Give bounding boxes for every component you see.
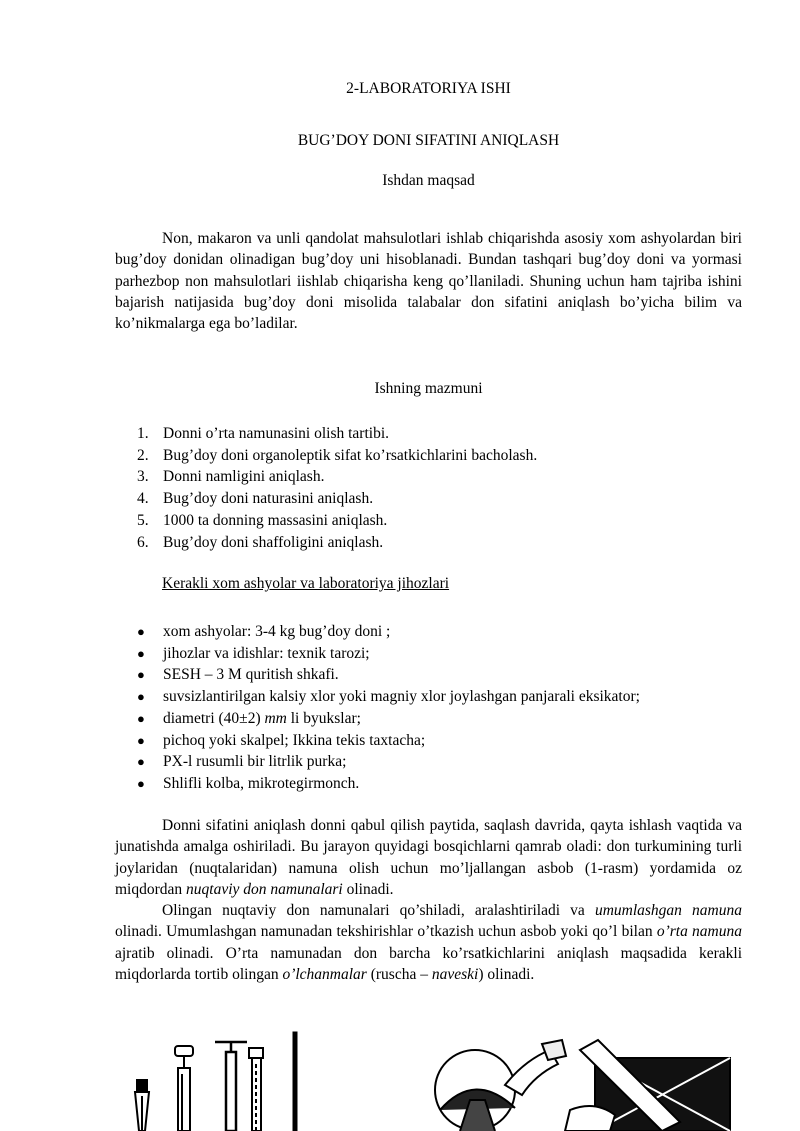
probe-1: [135, 1080, 149, 1131]
paragraph-text: ajratib olinadi. O’rta namunadan don barcha ko’rsatkichlarini aniqlash maqsadida kerakli miqdorlarda tortib olingan: [115, 944, 742, 984]
bullet-icon: ●: [137, 689, 145, 705]
list-item: [115, 708, 755, 730]
list-item-text: Bug’doy doni organoleptik sifat ko’rsatkichlarini bacholash.: [163, 446, 538, 464]
lab-number-heading: 2-LABORATORIYA ISHI: [346, 80, 511, 97]
probe-2: [175, 1046, 193, 1131]
sampling-probes-illustration: [125, 1030, 325, 1131]
list-item-text: jihozlar va idishlar: texnik tarozi;: [163, 644, 370, 662]
list-item: [115, 751, 755, 773]
list-item: [115, 773, 755, 795]
list-item: [115, 488, 742, 510]
list-item-text: Donni o’rta namunasini olish tartibi.: [163, 425, 390, 442]
bullet-icon: ●: [137, 645, 145, 661]
list-item-text: pichoq yoki skalpel; Ikkina tekis taxtacha;: [163, 731, 426, 749]
list-number: 6.: [137, 533, 149, 551]
list-item-text: SESH – 3 M quritish shkafi.: [163, 666, 339, 684]
list-item: [115, 664, 755, 686]
list-item-text: diametri (40±2): [163, 709, 265, 727]
aim-paragraph: [115, 228, 742, 334]
list-item-text: suvsizlantirilgan kalsiy xlor yoki magniy xlor joylashgan panjarali eksikator;: [163, 688, 640, 706]
list-item: [115, 510, 742, 532]
emphasis-text: umumlashgan namuna: [594, 902, 742, 920]
list-item: [115, 686, 755, 708]
list-number: 1.: [137, 425, 149, 442]
procedure-paragraphs: [115, 815, 742, 985]
emphasis-text: naveski: [431, 966, 479, 984]
list-item-text: 1000 ta donning massasini aniqlash.: [163, 511, 388, 529]
paragraph-text: Donni sifatini aniqlash donni qabul qilish paytida, saqlash davrida, qayta ishlash vaqtida va junatishda amalga oshiriladi. Bu jarayon quyidagi bosqichlarni qamrab oladi: don turkumining turli joylaridan (nuqtalaridan) namuna olish uchun mo’ljallangan asbob (1-rasm) yordamida oz miqdordan: [115, 817, 742, 898]
emphasis-text: o’lchanmalar: [282, 966, 367, 984]
list-item-text: Shlifli kolba, mikrotegirmonch.: [163, 774, 360, 792]
bullet-icon: ●: [137, 754, 145, 770]
list-item: [115, 466, 742, 488]
content-heading: Ishning mazmuni: [374, 380, 483, 397]
list-number: 4.: [137, 490, 149, 508]
document-title: BUG’DOY DONI SIFATINI ANIQLASH: [297, 132, 560, 149]
bullet-icon: ●: [137, 710, 145, 726]
list-item: [115, 532, 742, 554]
list-item-text: Bug’doy doni naturasini aniqlash.: [163, 490, 374, 508]
bullet-icon: ●: [137, 624, 145, 639]
paragraph-text: (ruscha –: [366, 966, 432, 984]
list-item-text: PX-l rusumli bir litrlik purka;: [163, 753, 347, 771]
list-item: [115, 423, 742, 445]
bowl-with-grain: [435, 1050, 515, 1131]
materials-list: [115, 621, 755, 795]
list-number: 3.: [137, 468, 149, 486]
list-item: [115, 445, 742, 467]
sample-mixing-illustration: [430, 1030, 740, 1131]
emphasis-text: o’rta namuna: [656, 923, 742, 941]
paragraph-text: Olingan nuqtaviy don namunalari qo’shiladi, aralashtiriladi va: [162, 902, 595, 920]
list-item-text: xom ashyolar: 3-4 kg bug’doy doni ;: [163, 623, 391, 640]
hand-left: [505, 1040, 566, 1095]
aim-paragraph-text: Non, makaron va unli qandolat mahsulotlari ishlab chiqarishda asosiy xom ashyolardan biri bug’doy donidan olinadigan bug’doy uni hisoblanadi. Bundan tashqari bug’doy doni va yormasi parhezbop non mahsulotlari iishlab chiqarisha keng qo’llaniladi. Shuning uchun ham tajriba ishini bajarish natijasida bug’doy doni misolida talabalar don sifatini aniqlash bo’yicha bilim va ko’nikmalarga ega bo’ladilar.: [115, 230, 742, 333]
list-number: 2.: [137, 446, 149, 464]
aim-heading: Ishdan maqsad: [382, 172, 475, 189]
list-number: 5.: [137, 511, 149, 529]
emphasis-text: nuqtaviy don namunalari: [186, 880, 343, 898]
unit-text: mm: [264, 709, 287, 727]
bullet-icon: ●: [137, 667, 145, 683]
content-list: [115, 423, 742, 553]
list-item-text: li byukslar;: [286, 709, 361, 727]
materials-heading-block: [115, 573, 742, 594]
probe-3: [215, 1042, 247, 1131]
paragraph-text: olinadi.: [342, 880, 394, 898]
list-item: [115, 643, 755, 665]
probe-4: [249, 1048, 263, 1131]
bullet-icon: ●: [137, 732, 145, 748]
paragraph-text: olinadi. Umumlashgan namunadan tekshirishlar o’tkazish uchun asbob yoki qo’l bilan: [115, 923, 657, 941]
materials-heading: Kerakli xom ashyolar va laboratoriya jihozlari: [162, 575, 450, 592]
paragraph-text: ) olinadi.: [478, 966, 535, 984]
list-item: [115, 730, 755, 752]
bullet-icon: ●: [137, 775, 145, 791]
procedure-paragraph-1: [115, 815, 742, 900]
procedure-paragraph-2: [115, 900, 742, 985]
probe-5: [293, 1032, 297, 1131]
list-item-text: Donni namligini aniqlash.: [163, 468, 325, 486]
list-item-text: Bug’doy doni shaffoligini aniqlash.: [163, 533, 384, 551]
list-item: [115, 621, 755, 643]
